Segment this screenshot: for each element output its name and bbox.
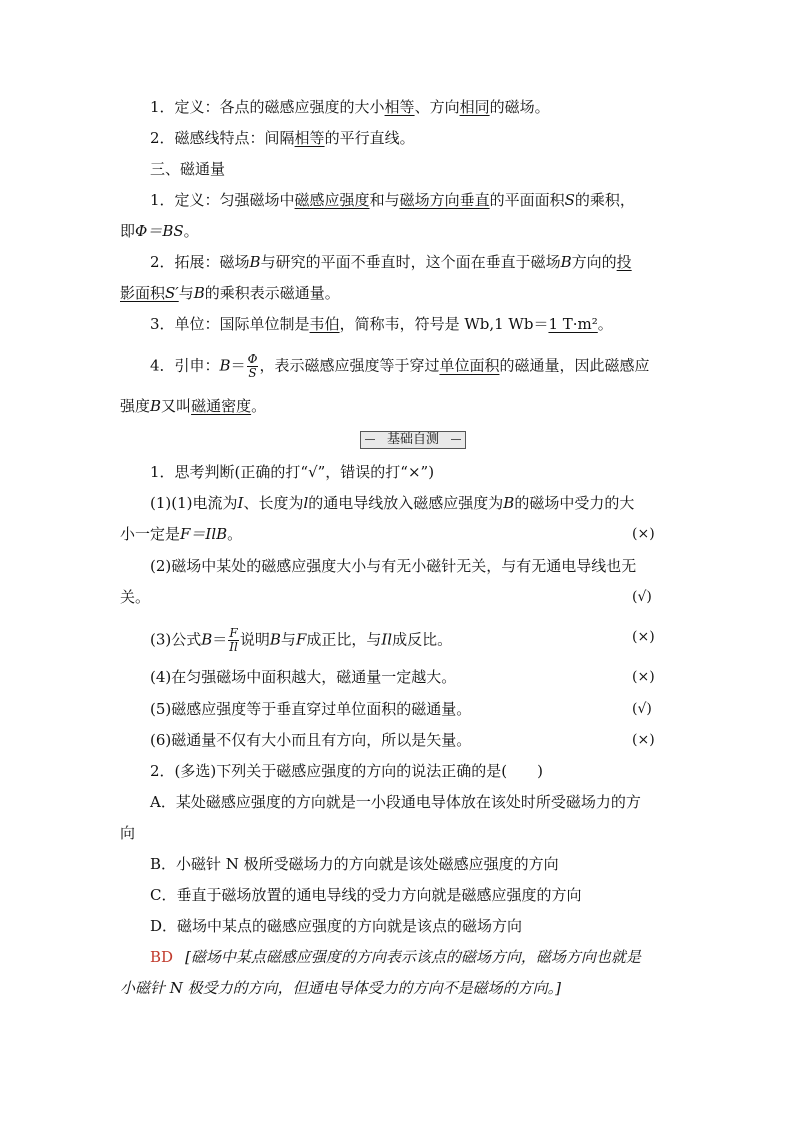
text: 又叫 [161, 397, 192, 415]
underlined-answer: 磁感应强度 [294, 191, 370, 209]
definition-line-2 [150, 128, 415, 148]
answer-label: BD [150, 948, 174, 966]
underlined-answer: 磁场方向垂直 [399, 191, 490, 209]
text: 3．单位：国际单位制是 [150, 315, 310, 333]
q2-answer-line-1 [150, 947, 641, 967]
q2-option-b: B．小磁针 N 极所受磁场力的方向就是该处磁感应强度的方向 [150, 855, 559, 873]
underlined-answer: 磁通密度 [191, 397, 252, 415]
text: 的平行直线。 [324, 129, 415, 147]
variable: B [150, 397, 162, 415]
text: 成正比，与 [306, 630, 382, 649]
flux-extension-line-1 [150, 252, 632, 272]
variable: B [249, 253, 261, 271]
text: ＝ [212, 630, 228, 649]
text: 的平面面积 [489, 191, 565, 209]
variable: Il [381, 630, 393, 649]
text: 与 [178, 284, 194, 302]
text: ，表示磁感应强度等于穿过 [259, 356, 440, 375]
text: 强度 [120, 397, 151, 415]
text: 即 [120, 222, 136, 240]
flux-definition-line-2 [120, 221, 199, 241]
q1-item-3 [150, 627, 452, 654]
variable: S′ [165, 284, 179, 302]
flux-density-line-2 [120, 396, 266, 416]
q2-option-d: D．磁场中某点的磁感应强度的方向就是该点的磁场方向 [150, 917, 523, 935]
numerator: F [229, 626, 238, 640]
text: 的通电导线放入磁感应强度为 [308, 494, 504, 512]
variable: B [201, 630, 213, 649]
formula: Φ＝BS [135, 222, 184, 240]
underlined-answer: 相同 [459, 98, 490, 116]
variable: I [237, 494, 244, 512]
variable: B [269, 630, 281, 649]
text: 的磁场中受力的大 [514, 494, 635, 512]
numerator: Φ [247, 352, 258, 366]
fraction [247, 353, 259, 380]
q2-option-a-line-2: 向 [120, 824, 136, 842]
underlined-answer [120, 284, 179, 302]
text: (1)(1)电流为 [150, 494, 238, 512]
variable: l [303, 494, 309, 512]
variable: B [193, 284, 205, 302]
text: 。 [251, 397, 267, 415]
text: 小一定是 [120, 525, 181, 543]
text: ，简称韦，符号是 Wb,1 Wb＝ [339, 315, 549, 333]
text: 的乘积， [574, 191, 635, 209]
variable: F [295, 630, 307, 649]
text: 与研究的平面不垂直时，这个面在垂直于磁场 [260, 253, 561, 271]
judgement-mark: (√) [632, 589, 652, 605]
underlined-answer: 单位面积 [439, 356, 500, 375]
question-2-stem: 2．(多选)下列关于磁感应强度的方向的说法正确的是( ) [150, 762, 543, 780]
q1-item-1-line-2 [120, 524, 242, 544]
variable: B [560, 253, 572, 271]
q1-item-5: (5)磁感应强度等于垂直穿过单位面积的磁通量。 [150, 700, 472, 718]
q1-item-6: (6)磁通量不仅有大小而且有方向，所以是矢量。 [150, 731, 472, 749]
flux-density-line-1 [150, 353, 649, 380]
text: 、长度为 [243, 494, 304, 512]
flux-extension-line-2 [120, 283, 340, 303]
text: 成反比。 [392, 630, 453, 649]
judgement-mark: (×) [632, 732, 655, 748]
flux-definition-line-1 [150, 190, 635, 210]
flux-unit-line [150, 314, 613, 334]
text: 与 [280, 630, 296, 649]
text: 。 [227, 525, 243, 543]
q2-answer-line-2: 小磁针 N 极受力的方向，但通电导体受力的方向不是磁场的方向。] [120, 979, 562, 997]
text: 1．定义：匀强磁场中 [150, 191, 295, 209]
variable: B [503, 494, 515, 512]
judgement-mark: (×) [632, 526, 655, 542]
underlined-answer: 1 T·m² [548, 315, 598, 333]
text: 。 [183, 222, 199, 240]
text: ＝ [230, 356, 246, 375]
text: 影面积 [120, 284, 166, 302]
definition-line-1 [150, 97, 550, 117]
question-1-stem: 1．思考判断(正确的打“√”，错误的打“×”) [150, 463, 435, 481]
text: 2．磁感线特点：间隔 [150, 129, 295, 147]
judgement-mark: (√) [632, 701, 652, 717]
underlined-answer: 投 [616, 253, 632, 271]
section-heading: 三、磁通量 [150, 160, 226, 178]
q1-item-1-line-1 [150, 493, 634, 513]
text: 方向的 [571, 253, 617, 271]
variable: S [564, 191, 575, 209]
text: 说明 [239, 630, 270, 649]
denominator: Il [229, 640, 238, 654]
text: 4．引申： [150, 356, 220, 375]
q1-item-2-line-1: (2)磁场中某处的磁感应强度大小与有无小磁针无关，与有无通电导线也无 [150, 557, 637, 575]
underlined-answer: 韦伯 [309, 315, 340, 333]
text: 的乘积表示磁通量。 [204, 284, 340, 302]
text: 的磁通量，因此磁感应 [499, 356, 650, 375]
section-badge: 基础自测 [360, 431, 466, 449]
q1-item-4: (4)在匀强磁场中面积越大，磁通量一定越大。 [150, 668, 457, 686]
text: (3)公式 [150, 630, 202, 649]
judgement-mark: (×) [632, 629, 655, 645]
underlined-answer: 相等 [384, 98, 415, 116]
q2-option-c: C．垂直于磁场放置的通电导线的受力方向就是磁感应强度的方向 [150, 886, 582, 904]
text: 、方向 [414, 98, 460, 116]
judgement-mark: (×) [632, 669, 655, 685]
q2-option-a-line-1: A．某处磁感应强度的方向就是一小段通电导体放在该处时所受磁场力的方 [150, 793, 641, 811]
formula: F＝IlB [180, 525, 228, 543]
denominator: S [248, 366, 257, 380]
fraction [228, 627, 239, 654]
explanation: [磁场中某点磁感应强度的方向表示该点的磁场方向，磁场方向也就是 [185, 948, 641, 966]
underlined-answer: 相等 [294, 129, 325, 147]
q1-item-2-line-2: 关。 [120, 588, 151, 606]
text: 。 [597, 315, 613, 333]
text: 1．定义：各点的磁感应强度的大小 [150, 98, 385, 116]
text: 的磁场。 [489, 98, 550, 116]
text: 和与 [369, 191, 400, 209]
variable: B [219, 356, 231, 375]
text: 2．拓展：磁场 [150, 253, 250, 271]
